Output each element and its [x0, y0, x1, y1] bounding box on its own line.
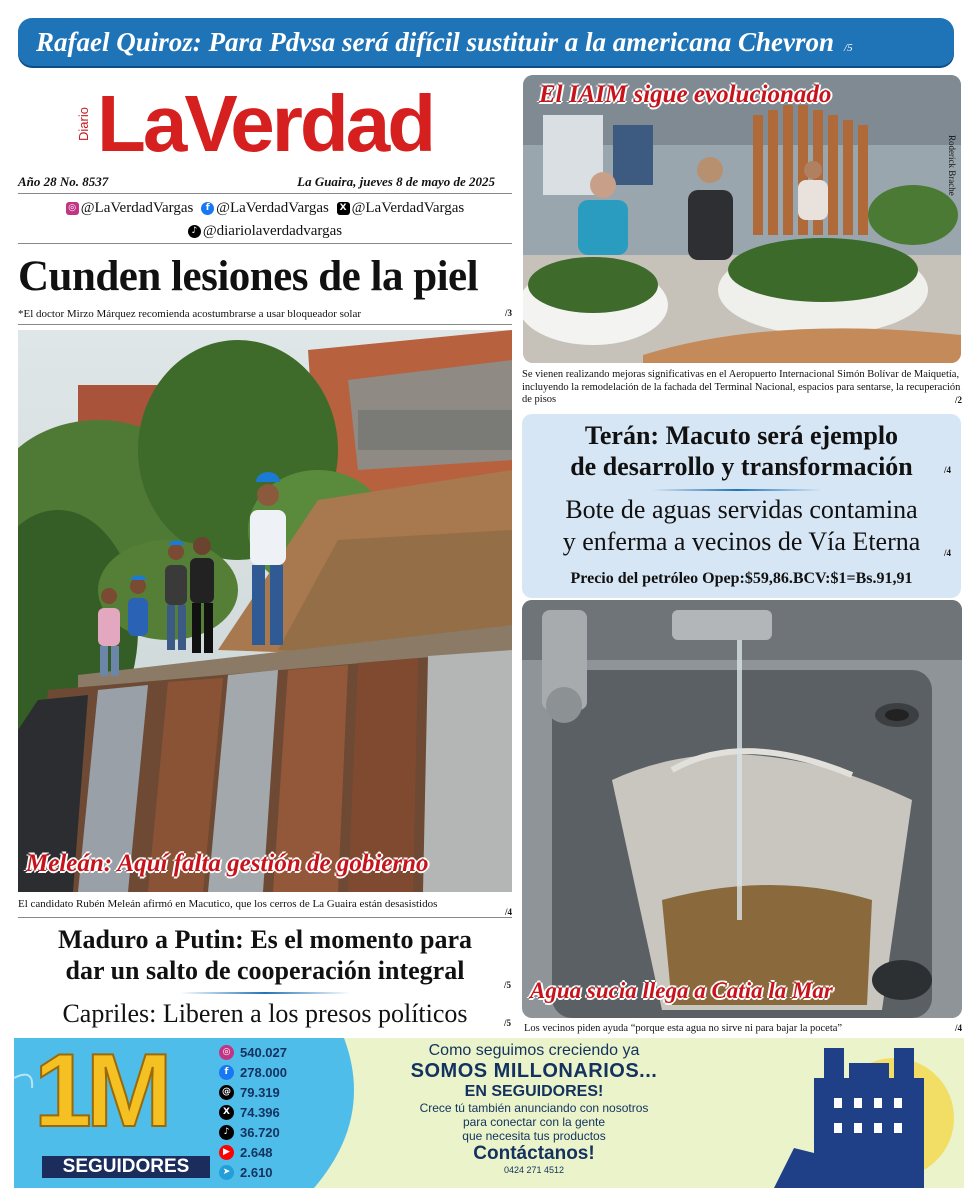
- x-icon: X: [219, 1105, 234, 1120]
- social-tiktok[interactable]: [188, 221, 342, 242]
- ad-line-2: SOMOS MILLONARIOS...: [410, 1060, 658, 1082]
- ad-stat-row: [219, 1122, 329, 1142]
- ad-line-1: Como seguimos creciendo ya: [428, 1042, 640, 1059]
- story-putin-page-ref: /5: [504, 980, 512, 990]
- story-capriles-headline: Capriles: Liberen a los presos políticos: [62, 999, 468, 1028]
- social-instagram[interactable]: [66, 198, 194, 219]
- ad-stat-value: 540.027: [240, 1044, 287, 1060]
- story-bote[interactable]: [522, 494, 961, 558]
- story-capriles[interactable]: [18, 998, 512, 1030]
- ad-line-7: Contáctanos!: [473, 1143, 595, 1164]
- ad-line-5: para conectar con la gente: [462, 1115, 606, 1129]
- story-bote-line-1: Bote de aguas servidas contamina: [565, 495, 918, 524]
- social-facebook[interactable]: [201, 198, 329, 219]
- telegram-icon: ➤: [219, 1165, 234, 1180]
- tiktok-icon: ♪: [219, 1125, 234, 1140]
- lead-kicker: [18, 308, 512, 320]
- water-caption: [524, 1022, 962, 1035]
- instagram-icon: ◎: [66, 202, 79, 215]
- divider: [18, 917, 512, 918]
- youtube-icon: ▶: [219, 1145, 234, 1160]
- ad-stat-row: [219, 1082, 329, 1102]
- water-page-ref: /4: [954, 1023, 962, 1033]
- facebook-icon: f: [201, 202, 214, 215]
- ad-stat-value: 74.396: [240, 1104, 280, 1120]
- ad-big-label: SEGUIDORES: [42, 1156, 210, 1178]
- iaim-photo[interactable]: [523, 75, 961, 363]
- iaim-page-ref: /2: [954, 395, 962, 405]
- sink-photo-image: [522, 600, 962, 1018]
- ad-big-number: 1M: [34, 1038, 167, 1149]
- ad-stat-value: 278.000: [240, 1064, 287, 1080]
- lead-kicker-text: *El doctor Mirzo Márquez recomienda acostumbrarse a usar bloqueador solar: [18, 308, 362, 320]
- main-photo-page-ref: /4: [504, 907, 512, 917]
- main-photo[interactable]: [18, 330, 512, 892]
- main-photo-caption-text: El candidato Rubén Meleán afirmó en Macutico, que los cerros de La Guaira están desasistidos: [18, 898, 438, 910]
- iaim-caption: [522, 369, 962, 407]
- social-handles: [18, 196, 512, 242]
- ornament-divider: [652, 489, 822, 491]
- price-ticker: Precio del petróleo Opep:$59,86.BCV:$1=Bs.91,91: [570, 570, 913, 587]
- lead-page-ref: /3: [504, 308, 512, 318]
- water-photo[interactable]: [522, 600, 962, 1018]
- ad-stats-list: [219, 1042, 329, 1182]
- story-putin-line-1: Maduro a Putin: Es el momento para: [57, 925, 473, 954]
- story-teran-line-1: Terán: Macuto será ejemplo: [584, 421, 899, 450]
- top-banner[interactable]: [18, 18, 954, 66]
- photo-credit: Roderick Brache: [947, 135, 957, 196]
- water-title[interactable]: Agua sucia llega a Catia la Mar: [530, 978, 833, 1003]
- ad-line-3: EN SEGUIDORES!: [464, 1083, 604, 1100]
- story-bote-page-ref: /4: [944, 548, 952, 558]
- iaim-title[interactable]: El IAIM sigue evolucionado: [539, 81, 832, 108]
- masthead-pre: Diario: [76, 107, 91, 141]
- airport-photo-image: [523, 75, 961, 363]
- divider: [18, 324, 512, 325]
- story-bote-line-2: y enferma a vecinos de Vía Eterna: [562, 527, 921, 556]
- story-teran-line-2: de desarrollo y transformación: [570, 452, 913, 481]
- masthead: [76, 79, 434, 168]
- masthead-logo: LaVerdad: [97, 79, 434, 168]
- instagram-handle: @LaVerdadVargas: [80, 200, 194, 216]
- tiktok-handle: @diariolaverdadvargas: [202, 223, 343, 239]
- ad-stat-value: 36.720: [240, 1124, 280, 1140]
- facebook-icon: f: [219, 1065, 234, 1080]
- tiktok-icon: ♪: [188, 225, 201, 238]
- ad-stat-row: [219, 1142, 329, 1162]
- followers-ad[interactable]: [14, 1038, 964, 1188]
- banner-page-ref: /5: [844, 42, 853, 54]
- main-photo-title[interactable]: Meleán: Aquí falta gestión de gobierno: [26, 850, 429, 877]
- ad-line-6: que necesita tus productos: [462, 1129, 606, 1143]
- ad-stat-row: [219, 1162, 329, 1182]
- ornament-divider: [180, 992, 350, 994]
- divider: [18, 243, 512, 244]
- x-handle: @LaVerdadVargas: [351, 200, 465, 216]
- story-teran-page-ref: /4: [944, 465, 952, 475]
- ad-line-4: Crece tú también anunciando con nosotros: [419, 1101, 649, 1115]
- facebook-handle: @LaVerdadVargas: [216, 200, 329, 216]
- water-caption-text: Los vecinos piden ayuda “porque esta agua no sirve ni para bajar la poceta”: [524, 1023, 843, 1034]
- social-x[interactable]: [337, 198, 465, 219]
- story-putin[interactable]: [18, 924, 512, 986]
- lead-headline[interactable]: Cunden lesiones de la piel: [18, 253, 479, 300]
- ad-text: [344, 1042, 724, 1175]
- issue-number: Año 28 No. 8537: [18, 174, 109, 189]
- ad-stat-row: [219, 1102, 329, 1122]
- threads-icon: @: [219, 1085, 234, 1100]
- instagram-icon: ◎: [219, 1045, 234, 1060]
- dateline: La Guaira, jueves 8 de mayo de 2025: [297, 174, 495, 189]
- story-teran[interactable]: [522, 420, 961, 482]
- ad-stat-row: [219, 1062, 329, 1082]
- iaim-caption-text: Se vienen realizando mejoras significativas en el Aeropuerto Internacional Simón Bolívar de Maiquetía, incluyendo la remodelación de la fachada del Terminal Nacional, espacios para sentarse, la recuperación de pisos: [522, 369, 961, 405]
- banner-headline[interactable]: Rafael Quiroz: Para Pdvsa será difícil sustituir a la americana Chevron: [36, 26, 835, 57]
- hillside-photo-image: [18, 330, 512, 892]
- ad-stat-row: [219, 1042, 329, 1062]
- story-capriles-page-ref: /5: [504, 1018, 512, 1028]
- ad-stat-value: 2.648: [240, 1144, 273, 1160]
- divider: [18, 193, 512, 194]
- story-putin-line-2: dar un salto de cooperación integral: [65, 956, 465, 985]
- ad-stat-value: 79.319: [240, 1084, 280, 1100]
- ad-phone[interactable]: 0424 271 4512: [503, 1165, 565, 1175]
- ad-stat-value: 2.610: [240, 1164, 273, 1180]
- main-photo-caption: [18, 898, 512, 917]
- x-icon: X: [337, 202, 350, 215]
